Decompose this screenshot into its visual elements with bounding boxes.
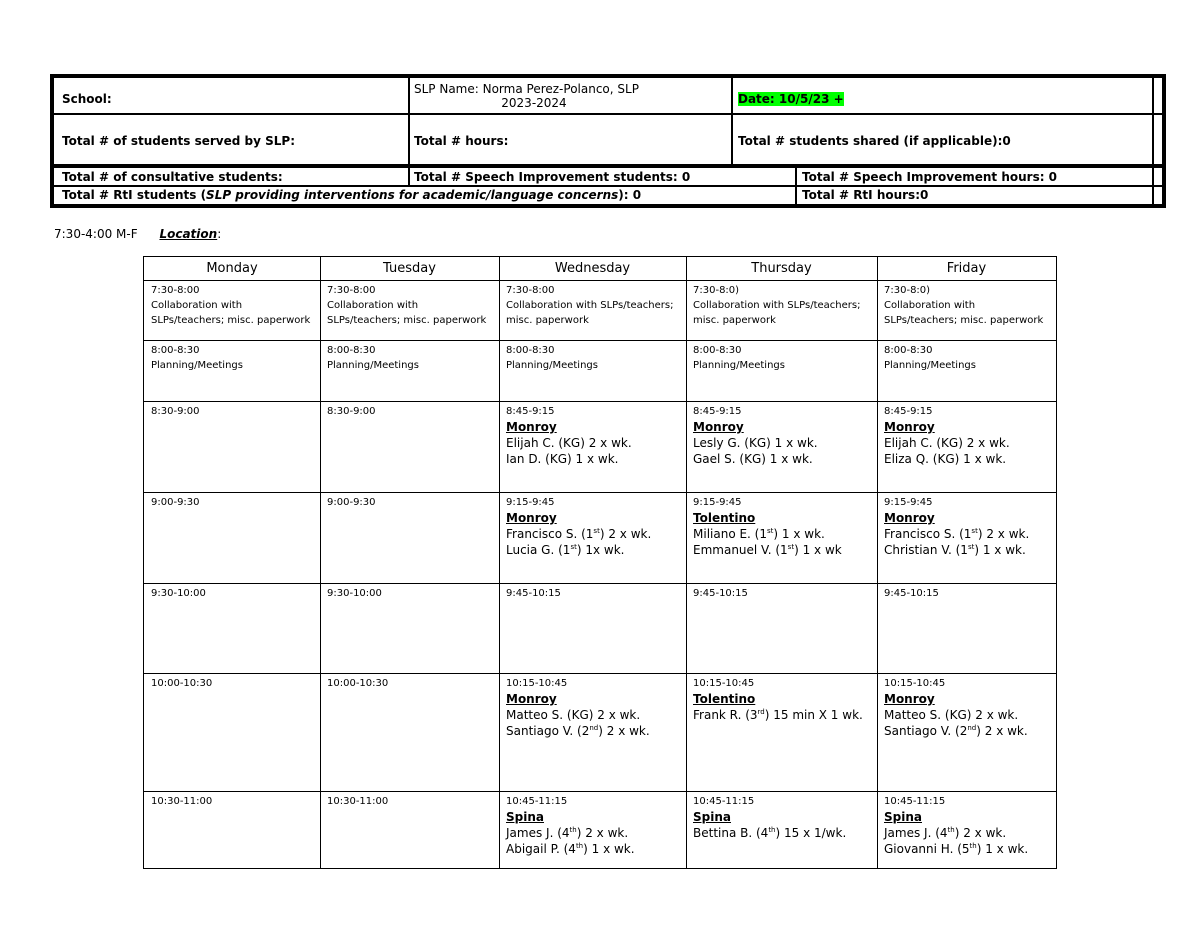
time-slot: 9:00-9:30 [327,497,376,508]
day-header-tuesday: Tuesday [383,261,436,276]
header-divider [408,78,410,164]
schedule-cell [499,791,686,868]
school-name: Monroy [884,692,935,706]
header-divider [795,168,797,208]
time-slot: 10:15-10:45 [693,678,755,689]
time-slot: 10:45-11:15 [884,796,946,807]
schedule-table [143,256,1057,869]
total-consultative: Total # of consultative students: [62,170,283,184]
grade-suffix: th [768,826,776,834]
student-name: Christian V. (1 [884,543,968,557]
schedule-cell [144,340,320,401]
student-frequency: ) 2 x wk. [976,724,1028,738]
student-entry: Gael S. (KG) 1 x wk. [693,452,813,466]
time-slot: 7:30-8:00 [151,285,200,296]
student-entry: Elijah C. (KG) 2 x wk. [884,436,1010,450]
time-slot: 10:15-10:45 [884,678,946,689]
student-frequency: ) 2 x wk. [954,826,1007,840]
student-entry: Ian D. (KG) 1 x wk. [506,452,619,466]
activity-text: SLPs/teachers; misc. paperwork [327,315,487,326]
time-slot: 9:45-10:15 [506,588,561,599]
student-frequency: ) 1 x wk. [974,543,1026,557]
student-name: James J. (4 [506,826,570,840]
schedule-cell [877,673,1056,791]
time-slot: 8:45-9:15 [506,406,555,417]
time-slot: 10:45-11:15 [506,796,568,807]
schedule-cell [499,280,686,340]
school-name: Tolentino [693,692,756,706]
student-entry [884,526,1056,542]
time-slot: 9:30-10:00 [151,588,206,599]
schedule-cell [144,492,320,583]
time-slot: 10:00-10:30 [151,678,213,689]
schedule-cell [320,583,499,673]
schedule-cell [320,492,499,583]
schedule-cell [686,583,877,673]
schedule-cell [499,492,686,583]
student-frequency: ) 15 min X 1 wk. [764,708,863,722]
schedule-cell [144,583,320,673]
student-entry [884,841,1056,857]
grade-suffix: st [967,543,975,551]
school-name: Spina [884,810,922,824]
time-slot: 9:00-9:30 [151,497,200,508]
schedule-cell [499,583,686,673]
grade-suffix: st [787,543,795,551]
time-slot: 7:30-8:00 [327,285,376,296]
student-name: Emmanuel V. (1 [693,543,788,557]
activity-text: Collaboration with SLPs/teachers; [506,300,674,311]
header-divider [408,168,410,185]
student-entry [693,526,877,542]
time-slot: 7:30-8:0) [693,285,740,296]
student-entry [693,825,877,841]
student-name: Francisco S. (1 [884,527,972,541]
student-frequency: ) 2 x wk. [977,527,1030,541]
grade-suffix: th [569,826,577,834]
header-divider [1152,168,1154,208]
schedule-cell [686,673,877,791]
schedule-cell [499,340,686,401]
schedule-cell [877,280,1056,340]
student-name: Santiago V. (2 [506,724,590,738]
student-entry [884,542,1056,558]
header-divider [1152,78,1154,164]
school-name: Spina [693,810,731,824]
header-divider [731,78,733,164]
grade-suffix: st [570,543,577,551]
schedule-cell [320,401,499,492]
student-entry: Eliza Q. (KG) 1 x wk. [884,452,1007,466]
activity-text: Collaboration with [884,300,976,311]
student-entry: Lesly G. (KG) 1 x wk. [693,436,818,450]
time-slot: 8:45-9:15 [693,406,742,417]
grade-suffix: th [969,842,977,850]
working-hours: 7:30-4:00 M-F [54,227,138,241]
schedule-cell [144,791,320,868]
time-slot: 8:30-9:00 [151,406,200,417]
schedule-cell [320,673,499,791]
school-name: Monroy [506,511,557,525]
student-entry [506,825,686,841]
rti-students [62,188,641,202]
schedule-cell [877,340,1056,401]
header-divider [54,113,1162,115]
activity-text: SLPs/teachers; misc. paperwork [151,315,311,326]
student-frequency: ) 1 x wk. [583,842,635,856]
school-name: Monroy [884,511,935,525]
student-name: Francisco S. (1 [506,527,594,541]
time-slot: 9:45-10:15 [884,588,939,599]
student-name: Lucia G. (1 [506,543,571,557]
total-speech-improvement-hours: Total # Speech Improvement hours: 0 [802,170,1058,184]
rti-students-prefix: Total # RtI students ( [62,188,207,202]
activity-text: Collaboration with [327,300,419,311]
time-slot: 10:30-11:00 [327,796,389,807]
student-entry [884,723,1056,739]
student-frequency: ) 2 x wk. [576,826,629,840]
schedule-cell [686,492,877,583]
school-name: Spina [506,810,544,824]
rti-hours: Total # RtI hours:0 [802,188,929,202]
time-slot: 10:45-11:15 [693,796,755,807]
student-frequency: ) 1x wk. [576,543,625,557]
time-slot: 9:15-9:45 [884,497,933,508]
time-slot: 10:00-10:30 [327,678,389,689]
student-entry [693,542,877,558]
schedule-cell [877,791,1056,868]
date-block [738,92,844,106]
time-slot: 8:00-8:30 [884,345,933,356]
student-frequency: ) 1 x wk [794,543,842,557]
schedule-cell [877,583,1056,673]
schedule-cell [320,280,499,340]
schedule-cell [499,401,686,492]
school-name: Monroy [884,420,935,434]
activity-text: misc. paperwork [693,315,776,326]
student-name: James J. (4 [884,826,948,840]
activity-text: Planning/Meetings [506,360,598,371]
location-line [54,227,221,241]
student-frequency: ) 15 x 1/wk. [775,826,847,840]
school-label: School: [62,92,112,106]
student-frequency: ) 1 x wk. [976,842,1029,856]
time-slot: 8:00-8:30 [151,345,200,356]
activity-text: Planning/Meetings [151,360,243,371]
schedule-cell [144,673,320,791]
school-name: Monroy [506,420,557,434]
school-name: Monroy [693,420,744,434]
header-divider [54,164,1162,168]
schedule-cell [877,401,1056,492]
day-header-friday: Friday [946,261,987,276]
activity-text: Planning/Meetings [693,360,785,371]
time-slot: 8:30-9:00 [327,406,376,417]
time-slot: 10:15-10:45 [506,678,568,689]
header-divider [54,185,1162,187]
schedule-cell [686,280,877,340]
date-highlight: Date: 10/5/23 + [738,92,844,106]
schedule-cell [686,401,877,492]
rti-students-italic: SLP providing interventions for academic/language concerns [206,188,619,202]
time-slot: 7:30-8:00 [506,285,555,296]
day-header-monday: Monday [206,261,258,276]
student-name: Miliano E. (1 [693,527,767,541]
schedule-cell [320,340,499,401]
location-label: Location [159,227,218,241]
student-entry: Elijah C. (KG) 2 x wk. [506,436,632,450]
grade-suffix: st [593,527,600,535]
schedule-cell [686,340,877,401]
student-frequency: ) 2 x wk. [598,724,650,738]
grade-suffix: th [947,826,955,834]
grade-suffix: th [575,842,584,850]
time-slot: 8:00-8:30 [327,345,376,356]
day-header-wednesday: Wednesday [554,261,631,276]
location-colon: : [217,227,222,241]
total-speech-improvement-students: Total # Speech Improvement students: 0 [414,170,691,184]
school-year: 2023-2024 [501,96,567,110]
grade-suffix: st [767,527,774,535]
student-entry: Matteo S. (KG) 2 x wk. [506,708,641,722]
time-slot: 9:15-9:45 [693,497,742,508]
time-slot: 8:00-8:30 [506,345,555,356]
activity-text: Planning/Meetings [327,360,419,371]
grade-suffix: nd [589,724,599,732]
grade-suffix: st [971,527,978,535]
school-name: Monroy [506,692,557,706]
time-slot: 8:45-9:15 [884,406,933,417]
schedule-cell [144,280,320,340]
activity-text: misc. paperwork [506,315,589,326]
student-name: Bettina B. (4 [693,826,769,840]
student-name: Santiago V. (2 [884,724,968,738]
total-students-shared: Total # students shared (if applicable):0 [738,134,1011,148]
student-frequency: ) 1 x wk. [773,527,825,541]
schedule-cell [499,673,686,791]
schedule-cell [320,791,499,868]
student-name: Abigail P. (4 [506,842,576,856]
student-entry [506,526,686,542]
student-entry [693,707,877,723]
student-name: Frank R. (3 [693,708,758,722]
grade-suffix: nd [967,724,977,732]
activity-text: SLPs/teachers; misc. paperwork [884,315,1044,326]
student-entry [506,841,686,857]
schedule-cell [144,401,320,492]
time-slot: 9:45-10:15 [693,588,748,599]
student-entry [884,825,1056,841]
school-name: Tolentino [693,511,756,525]
time-slot: 8:00-8:30 [693,345,742,356]
schedule-cell [877,492,1056,583]
header-box [50,74,1166,208]
activity-text: Collaboration with [151,300,243,311]
activity-text: Collaboration with SLPs/teachers; [693,300,861,311]
student-entry [506,542,686,558]
schedule-cell [686,791,877,868]
total-students-served: Total # of students served by SLP: [62,134,295,148]
time-slot: 7:30-8:0) [884,285,931,296]
student-name: Giovanni H. (5 [884,842,970,856]
slp-name: SLP Name: Norma Perez-Polanco, SLP [414,82,639,96]
day-header-thursday: Thursday [751,261,812,276]
student-entry [506,723,686,739]
time-slot: 9:15-9:45 [506,497,555,508]
grade-suffix: rd [757,708,765,716]
student-entry: Matteo S. (KG) 2 x wk. [884,708,1019,722]
time-slot: 9:30-10:00 [327,588,382,599]
student-frequency: ) 2 x wk. [599,527,652,541]
time-slot: 10:30-11:00 [151,796,213,807]
total-hours: Total # hours: [414,134,509,148]
slp-name-block [414,82,726,110]
rti-students-suffix: ): 0 [618,188,642,202]
activity-text: Planning/Meetings [884,360,976,371]
